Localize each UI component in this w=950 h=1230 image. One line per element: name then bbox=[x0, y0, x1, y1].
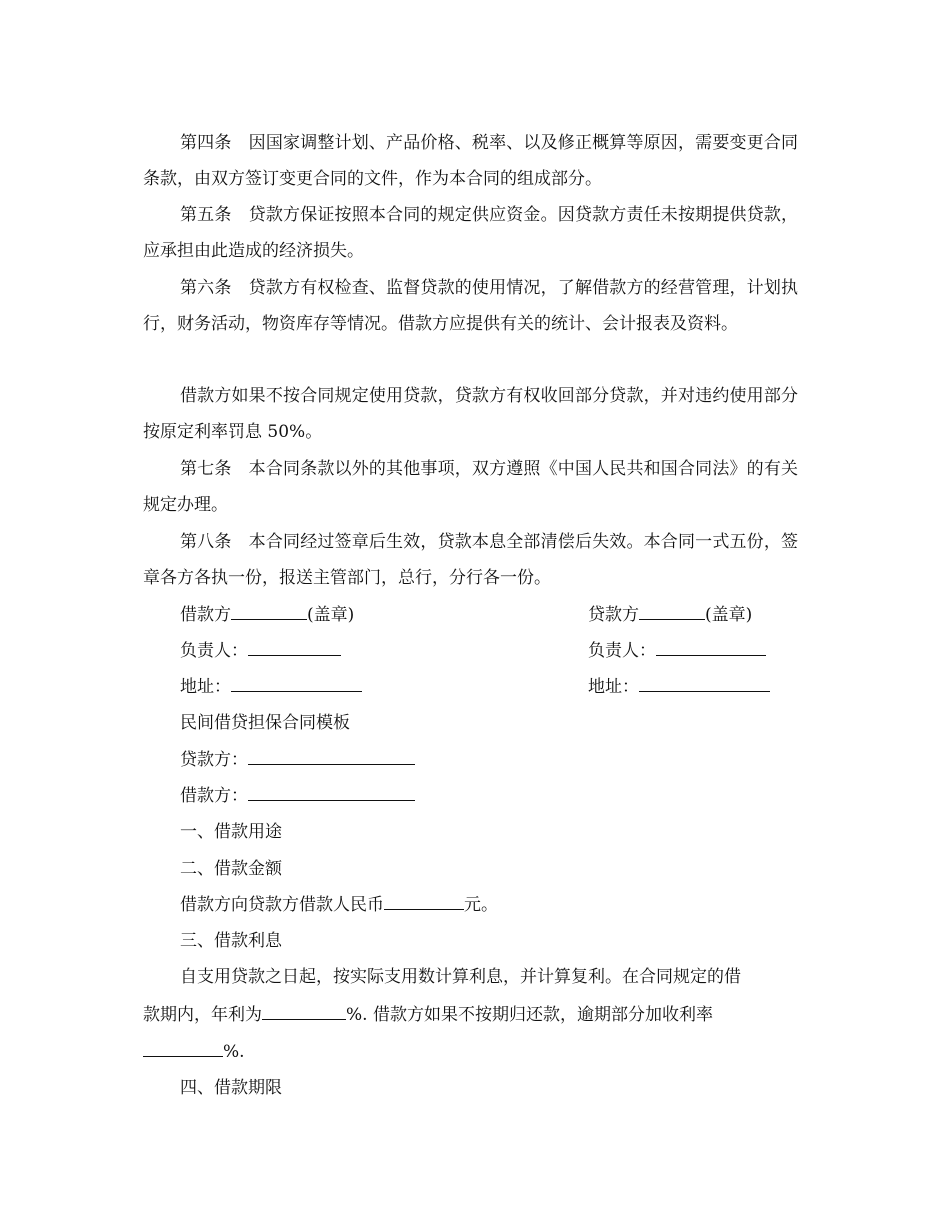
borrower-blank bbox=[231, 605, 307, 620]
borrower-person-blank bbox=[248, 641, 341, 656]
section-3-heading: 三、借款利息 bbox=[180, 931, 282, 951]
borrower-address-blank bbox=[231, 677, 362, 692]
lender-label: 贷款方 bbox=[588, 605, 639, 625]
interest-line-3-suffix: %. bbox=[223, 1042, 245, 1062]
amount-suffix: 元。 bbox=[464, 895, 498, 915]
lender-seal: (盖章) bbox=[705, 605, 753, 625]
interest-line-2-suffix: %. 借款方如果不按期归还款，逾期部分加收利率 bbox=[346, 1005, 713, 1025]
section-4-heading: 四、借款期限 bbox=[180, 1078, 282, 1098]
annual-rate-blank bbox=[262, 1005, 346, 1020]
borrower-field-label: 借款方： bbox=[180, 786, 248, 806]
amount-line bbox=[180, 887, 498, 923]
clause-5: 第五条 贷款方保证按照本合同的规定供应资金。因贷款方责任未按期提供贷款，应承担由此造成的经济损失。 bbox=[143, 205, 798, 262]
borrower-field-blank bbox=[248, 786, 415, 801]
amount-blank bbox=[384, 895, 464, 910]
interest-line-2-prefix: 款期内，年利为 bbox=[143, 1005, 262, 1025]
clause-6: 第六条 贷款方有权检查、监督贷款的使用情况，了解借款方的经营管理，计划执行，财务活动，物资库存等情况。借款方应提供有关的统计、会计报表及资料。 bbox=[143, 278, 798, 335]
section-2-heading: 二、借款金额 bbox=[180, 859, 282, 879]
borrower-label: 借款方 bbox=[180, 605, 231, 625]
interest-line-1: 自支用贷款之日起，按实际支用数计算利息，并计算复利。在合同规定的借 bbox=[180, 967, 741, 987]
template-title: 民间借贷担保合同模板 bbox=[180, 713, 350, 733]
borrower-seal: (盖章) bbox=[307, 605, 355, 625]
clause-7: 第七条 本合同条款以外的其他事项，双方遵照《中国人民共和国合同法》的有关规定办理。 bbox=[143, 459, 798, 516]
lender-address bbox=[588, 669, 770, 705]
lender-person-blank bbox=[656, 641, 766, 656]
borrower-address bbox=[180, 669, 362, 705]
lender-address-blank bbox=[639, 677, 770, 692]
clause-4: 第四条 因国家调整计划、产品价格、税率、以及修正概算等原因，需要变更合同条款，由双方签订变更合同的文件，作为本合同的组成部分。 bbox=[143, 133, 798, 190]
lender-address-label: 地址： bbox=[588, 677, 639, 697]
borrower-person-label: 负责人： bbox=[180, 641, 248, 661]
amount-prefix: 借款方向贷款方借款人民币 bbox=[180, 895, 384, 915]
lender-field bbox=[180, 742, 415, 778]
lender-field-label: 贷款方： bbox=[180, 750, 248, 770]
borrower-signature bbox=[180, 597, 354, 633]
borrower-address-label: 地址： bbox=[180, 677, 231, 697]
borrower-person-in-charge bbox=[180, 633, 341, 669]
overdue-rate-blank bbox=[143, 1042, 223, 1057]
interest-line-3 bbox=[143, 1034, 245, 1070]
penalty-paragraph: 借款方如果不按合同规定使用贷款，贷款方有权收回部分贷款，并对违约使用部分按原定利率罚息 50%。 bbox=[143, 386, 798, 443]
interest-line-2 bbox=[143, 997, 713, 1033]
clause-8: 第八条 本合同经过签章后生效，贷款本息全部清偿后失效。本合同一式五份，签章各方各执一份，报送主管部门，总行，分行各一份。 bbox=[143, 532, 798, 589]
lender-field-blank bbox=[248, 750, 415, 765]
lender-blank bbox=[639, 605, 705, 620]
lender-person-label: 负责人： bbox=[588, 641, 656, 661]
lender-signature bbox=[588, 597, 752, 633]
lender-person-in-charge bbox=[588, 633, 766, 669]
section-1-heading: 一、借款用途 bbox=[180, 822, 282, 842]
borrower-field bbox=[180, 778, 415, 814]
